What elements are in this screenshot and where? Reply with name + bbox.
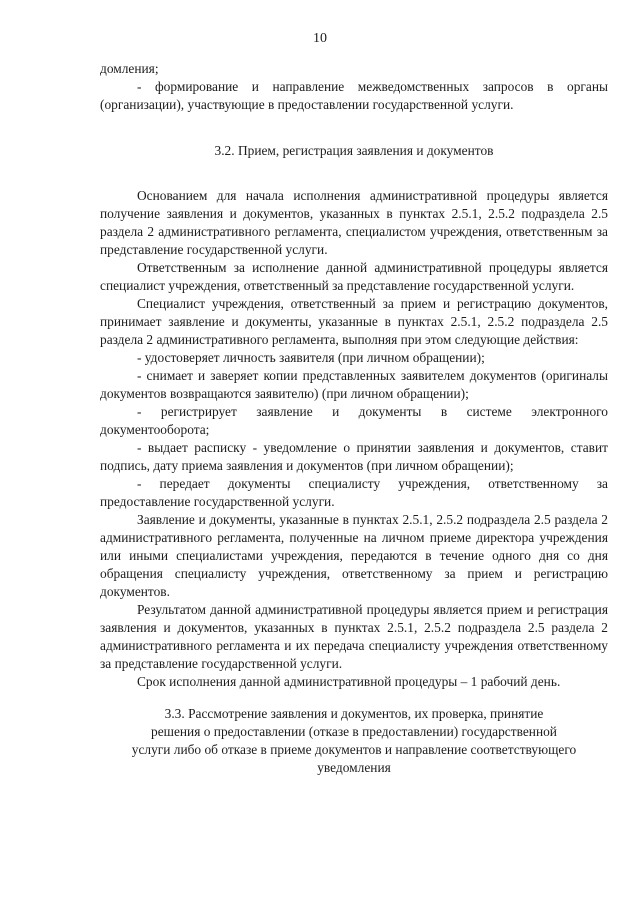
paragraph: Заявление и документы, указанные в пунктах 2.5.1, 2.5.2 подраздела 2.5 раздела 2 административного регламента, полученные на личном приеме директора учреждения или иными специалистами учреждения, передаются в течение одного дня со дня обращения специалисту учреждения, ответственному за прием и регистрацию документов. bbox=[100, 512, 608, 599]
heading-line: услуги либо об отказе в приеме документов и направление соответствующего bbox=[131, 742, 577, 757]
page-content bbox=[100, 60, 608, 777]
paragraph: Ответственным за исполнение данной административной процедуры является специалист учреждения, ответственный за представление государственной услуги. bbox=[100, 260, 608, 293]
section-heading: 3.2. Прием, регистрация заявления и документов bbox=[214, 143, 494, 158]
list-item: - регистрирует заявление и документы в системе электронного документооборота; bbox=[100, 404, 608, 437]
heading-line: уведомления bbox=[317, 760, 391, 775]
heading-line: 3.3. Рассмотрение заявления и документов, их проверка, принятие bbox=[164, 706, 544, 721]
heading-line: решения о предоставлении (отказе в предоставлении) государственной bbox=[151, 724, 557, 739]
page-number: 10 bbox=[313, 31, 327, 46]
paragraph: домления; bbox=[100, 61, 159, 76]
paragraph: Специалист учреждения, ответственный за прием и регистрацию документов, принимает заявление и документы, указанные в пунктах 2.5.1, 2.5.2 подраздела 2.5 раздела 2 административного регламента, выполняя при этом следующие действия: bbox=[100, 296, 608, 347]
list-item: - передает документы специалисту учреждения, ответственному за предоставление государственной услуги. bbox=[100, 476, 608, 509]
paragraph: - формирование и направление межведомственных запросов в органы (организации), участвующие в предоставлении государственной услуги. bbox=[100, 79, 608, 112]
section-heading-3-3 bbox=[100, 705, 608, 777]
list-item: - удостоверяет личность заявителя (при личном обращении); bbox=[137, 350, 485, 365]
paragraph: Срок исполнения данной административной процедуры – 1 рабочий день. bbox=[137, 674, 561, 689]
paragraph: Результатом данной административной процедуры является прием и регистрация заявления и документов, указанных в пунктах 2.5.1, 2.5.2 подраздела 2.5 раздела 2 административного регламента и их передача специалисту учреждения ответственному за представление государственной услуги. bbox=[100, 602, 608, 671]
list-item: - снимает и заверяет копии представленных заявителем документов (оригиналы документов возвращаются заявителю) (при личном обращении); bbox=[100, 368, 608, 401]
paragraph: Основанием для начала исполнения административной процедуры является получение заявления и документов, указанных в пунктах 2.5.1, 2.5.2 подраздела 2.5 раздела 2 административного регламента, специалистом учреждения, ответственным за представление государственной услуги. bbox=[100, 188, 608, 257]
list-item: - выдает расписку - уведомление о принятии заявления и документов, ставит подпись, дату приема заявления и документов (при личном обращении); bbox=[100, 440, 608, 473]
